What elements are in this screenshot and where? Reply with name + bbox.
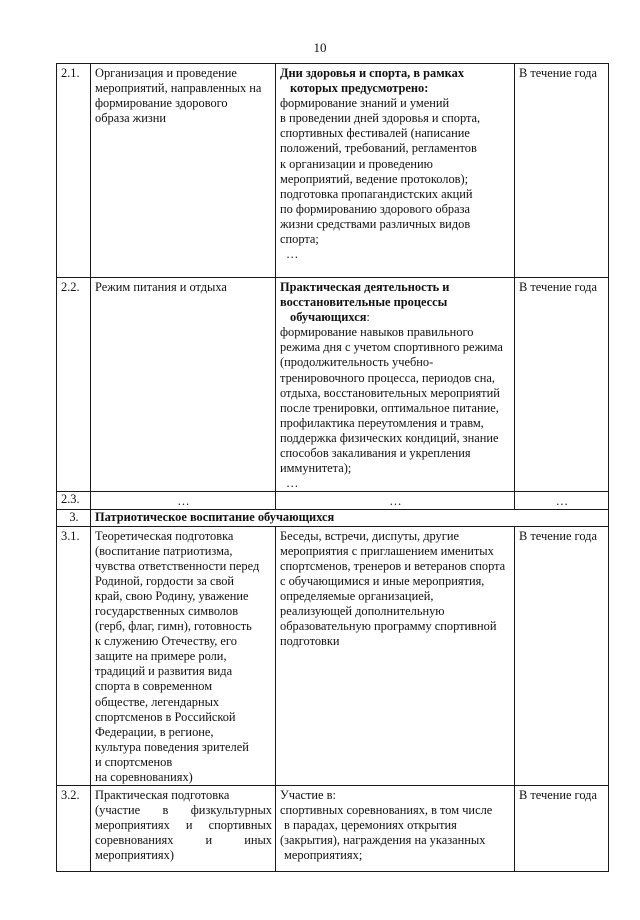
- content-title-text: обучающихся: [290, 310, 367, 325]
- row-name-line: обществе, легендарных: [95, 694, 220, 709]
- content-line: режима дня с учетом спортивного режима: [280, 340, 503, 355]
- row-name-line: Теоретическая подготовка: [95, 528, 234, 543]
- content-line: иммунитета);: [280, 461, 352, 476]
- content-line: подготовки: [280, 634, 340, 649]
- row-content-cell: [276, 64, 515, 278]
- row-name-cell: [91, 278, 276, 492]
- content-line: к организации и проведению: [280, 156, 433, 171]
- row-name-line: образа жизни: [95, 111, 167, 126]
- table-row-2-2: [57, 278, 609, 492]
- page-number: 10: [313, 40, 327, 55]
- row-name-line: (герб, флаг, гимн), готовность: [95, 619, 252, 634]
- plan-table: [56, 63, 609, 872]
- content-line: поддержка физических кондиций, знание: [280, 430, 499, 445]
- row-name-line: и спортсменов: [95, 754, 173, 769]
- row-name-cell: [91, 526, 276, 786]
- row-name-line: спорта в современном: [95, 679, 213, 694]
- row-name-line: на соревнованиях): [95, 770, 193, 784]
- content-line: мероприятиях;: [284, 848, 363, 863]
- content-title-line: которых предусмотрено:: [290, 81, 429, 96]
- row-name-line: спортсменов в Российской: [95, 709, 236, 724]
- row-name-line: соревнованиях и иных: [95, 833, 272, 848]
- content-line: способов закаливания и укрепления: [280, 446, 471, 461]
- content-line: подготовка пропагандистских акций: [280, 186, 473, 201]
- row-content-cell: [276, 278, 515, 492]
- row-name-line: мероприятиях): [95, 848, 174, 863]
- row-number: 3.1.: [57, 526, 91, 786]
- row-name-cell: [91, 64, 276, 278]
- row-name-line: чувства ответственности перед: [95, 558, 260, 573]
- content-title-suffix: :: [366, 310, 370, 325]
- row-name-line: традиций и развития вида: [95, 664, 233, 679]
- row-name-cell: [91, 786, 276, 872]
- row-content-cell: [276, 786, 515, 872]
- content-line: профилактика переутомления и травм,: [280, 415, 484, 430]
- content-line: Беседы, встречи, диспуты, другие: [280, 528, 459, 543]
- content-line: образовательную программу спортивной: [280, 619, 497, 634]
- content-ellipsis: …: [286, 476, 299, 491]
- content-line: реализующей дополнительную: [280, 603, 445, 618]
- row-name-line: формирование здорового: [95, 96, 228, 111]
- row-name-line: (участие в физкультурных: [95, 803, 272, 818]
- row-name-line: мероприятий, направленных на: [95, 81, 262, 96]
- row-number: 2.3.: [57, 492, 91, 510]
- row-name-line: государственных символов: [95, 603, 239, 618]
- row-term: В течение года: [515, 64, 609, 278]
- row-content-cell: …: [276, 492, 515, 510]
- row-name-line: Федерации, в регионе,: [95, 724, 214, 739]
- content-line: (закрытия), награждения на указанных: [280, 833, 486, 848]
- row-term: В течение года: [515, 526, 609, 786]
- content-line: положений, требований, регламентов: [280, 141, 477, 156]
- row-name-line: Практическая подготовка: [95, 788, 230, 803]
- content-line: мероприятий, ведение протоколов);: [280, 171, 469, 186]
- row-name-cell: …: [91, 492, 276, 510]
- table-row-2-1: [57, 64, 609, 278]
- content-line: в парадах, церемониях открытия: [284, 818, 457, 833]
- row-term: …: [515, 492, 609, 510]
- row-name-line: край, свою Родину, уважение: [95, 588, 249, 603]
- content-title-line: [280, 310, 511, 325]
- table-row-section-3: [57, 510, 609, 526]
- content-line: в проведении дней здоровья и спорта,: [280, 111, 481, 126]
- row-name-line: культура поведения зрителей: [95, 739, 249, 754]
- row-number: 2.1.: [57, 64, 91, 278]
- row-content-cell: [276, 526, 515, 786]
- section-title: Патриотическое воспитание обучающихся: [91, 510, 609, 526]
- content-line: спортивных фестивалей (написание: [280, 126, 470, 141]
- row-name-line: Режим питания и отдыха: [95, 280, 227, 294]
- row-name-line: (воспитание патриотизма,: [95, 543, 233, 558]
- content-line: (продолжительность учебно-: [280, 355, 434, 370]
- content-line: спортсменов, тренеров и ветеранов спорта: [280, 558, 506, 573]
- content-title-line: Дни здоровья и спорта, в рамках: [280, 66, 465, 80]
- content-line: с обучающимися и иные мероприятия,: [280, 573, 485, 588]
- row-term: В течение года: [515, 278, 609, 492]
- content-line: Участие в:: [280, 788, 336, 803]
- content-ellipsis: …: [286, 247, 299, 262]
- row-name-line: к служению Отечеству, его: [95, 634, 237, 649]
- row-name-line: Родиной, гордости за свой: [95, 573, 235, 588]
- content-line: после тренировки, оптимальное питание,: [280, 400, 499, 415]
- row-name-line: мероприятиях и спортивных: [95, 818, 272, 833]
- content-line: мероприятия с приглашением именитых: [280, 543, 494, 558]
- content-line: спортивных соревнованиях, в том числе: [280, 803, 493, 818]
- row-name-line: Организация и проведение: [95, 66, 237, 80]
- content-title-line: Практическая деятельность и: [280, 280, 450, 294]
- table-row-3-2: [57, 786, 609, 872]
- content-line: спорта;: [280, 232, 319, 247]
- section-number: 3.: [57, 510, 91, 526]
- content-title-line: восстановительные процессы: [280, 295, 448, 310]
- table-row-2-3: [57, 492, 609, 510]
- row-number: 2.2.: [57, 278, 91, 492]
- content-line: отдыха, восстановительных мероприятий: [280, 385, 500, 400]
- content-line: формирование знаний и умений: [280, 96, 450, 111]
- content-line: определяемые организацией,: [280, 588, 434, 603]
- row-term: В течение года: [515, 786, 609, 872]
- content-line: по формированию здорового образа: [280, 201, 470, 216]
- content-line: жизни средствами различных видов: [280, 216, 471, 231]
- row-name-line: защите на примере роли,: [95, 649, 227, 664]
- content-line: тренировочного процесса, периодов сна,: [280, 370, 495, 385]
- content-line: формирование навыков правильного: [280, 325, 474, 340]
- table-row-3-1: [57, 526, 609, 786]
- row-number: 3.2.: [57, 786, 91, 872]
